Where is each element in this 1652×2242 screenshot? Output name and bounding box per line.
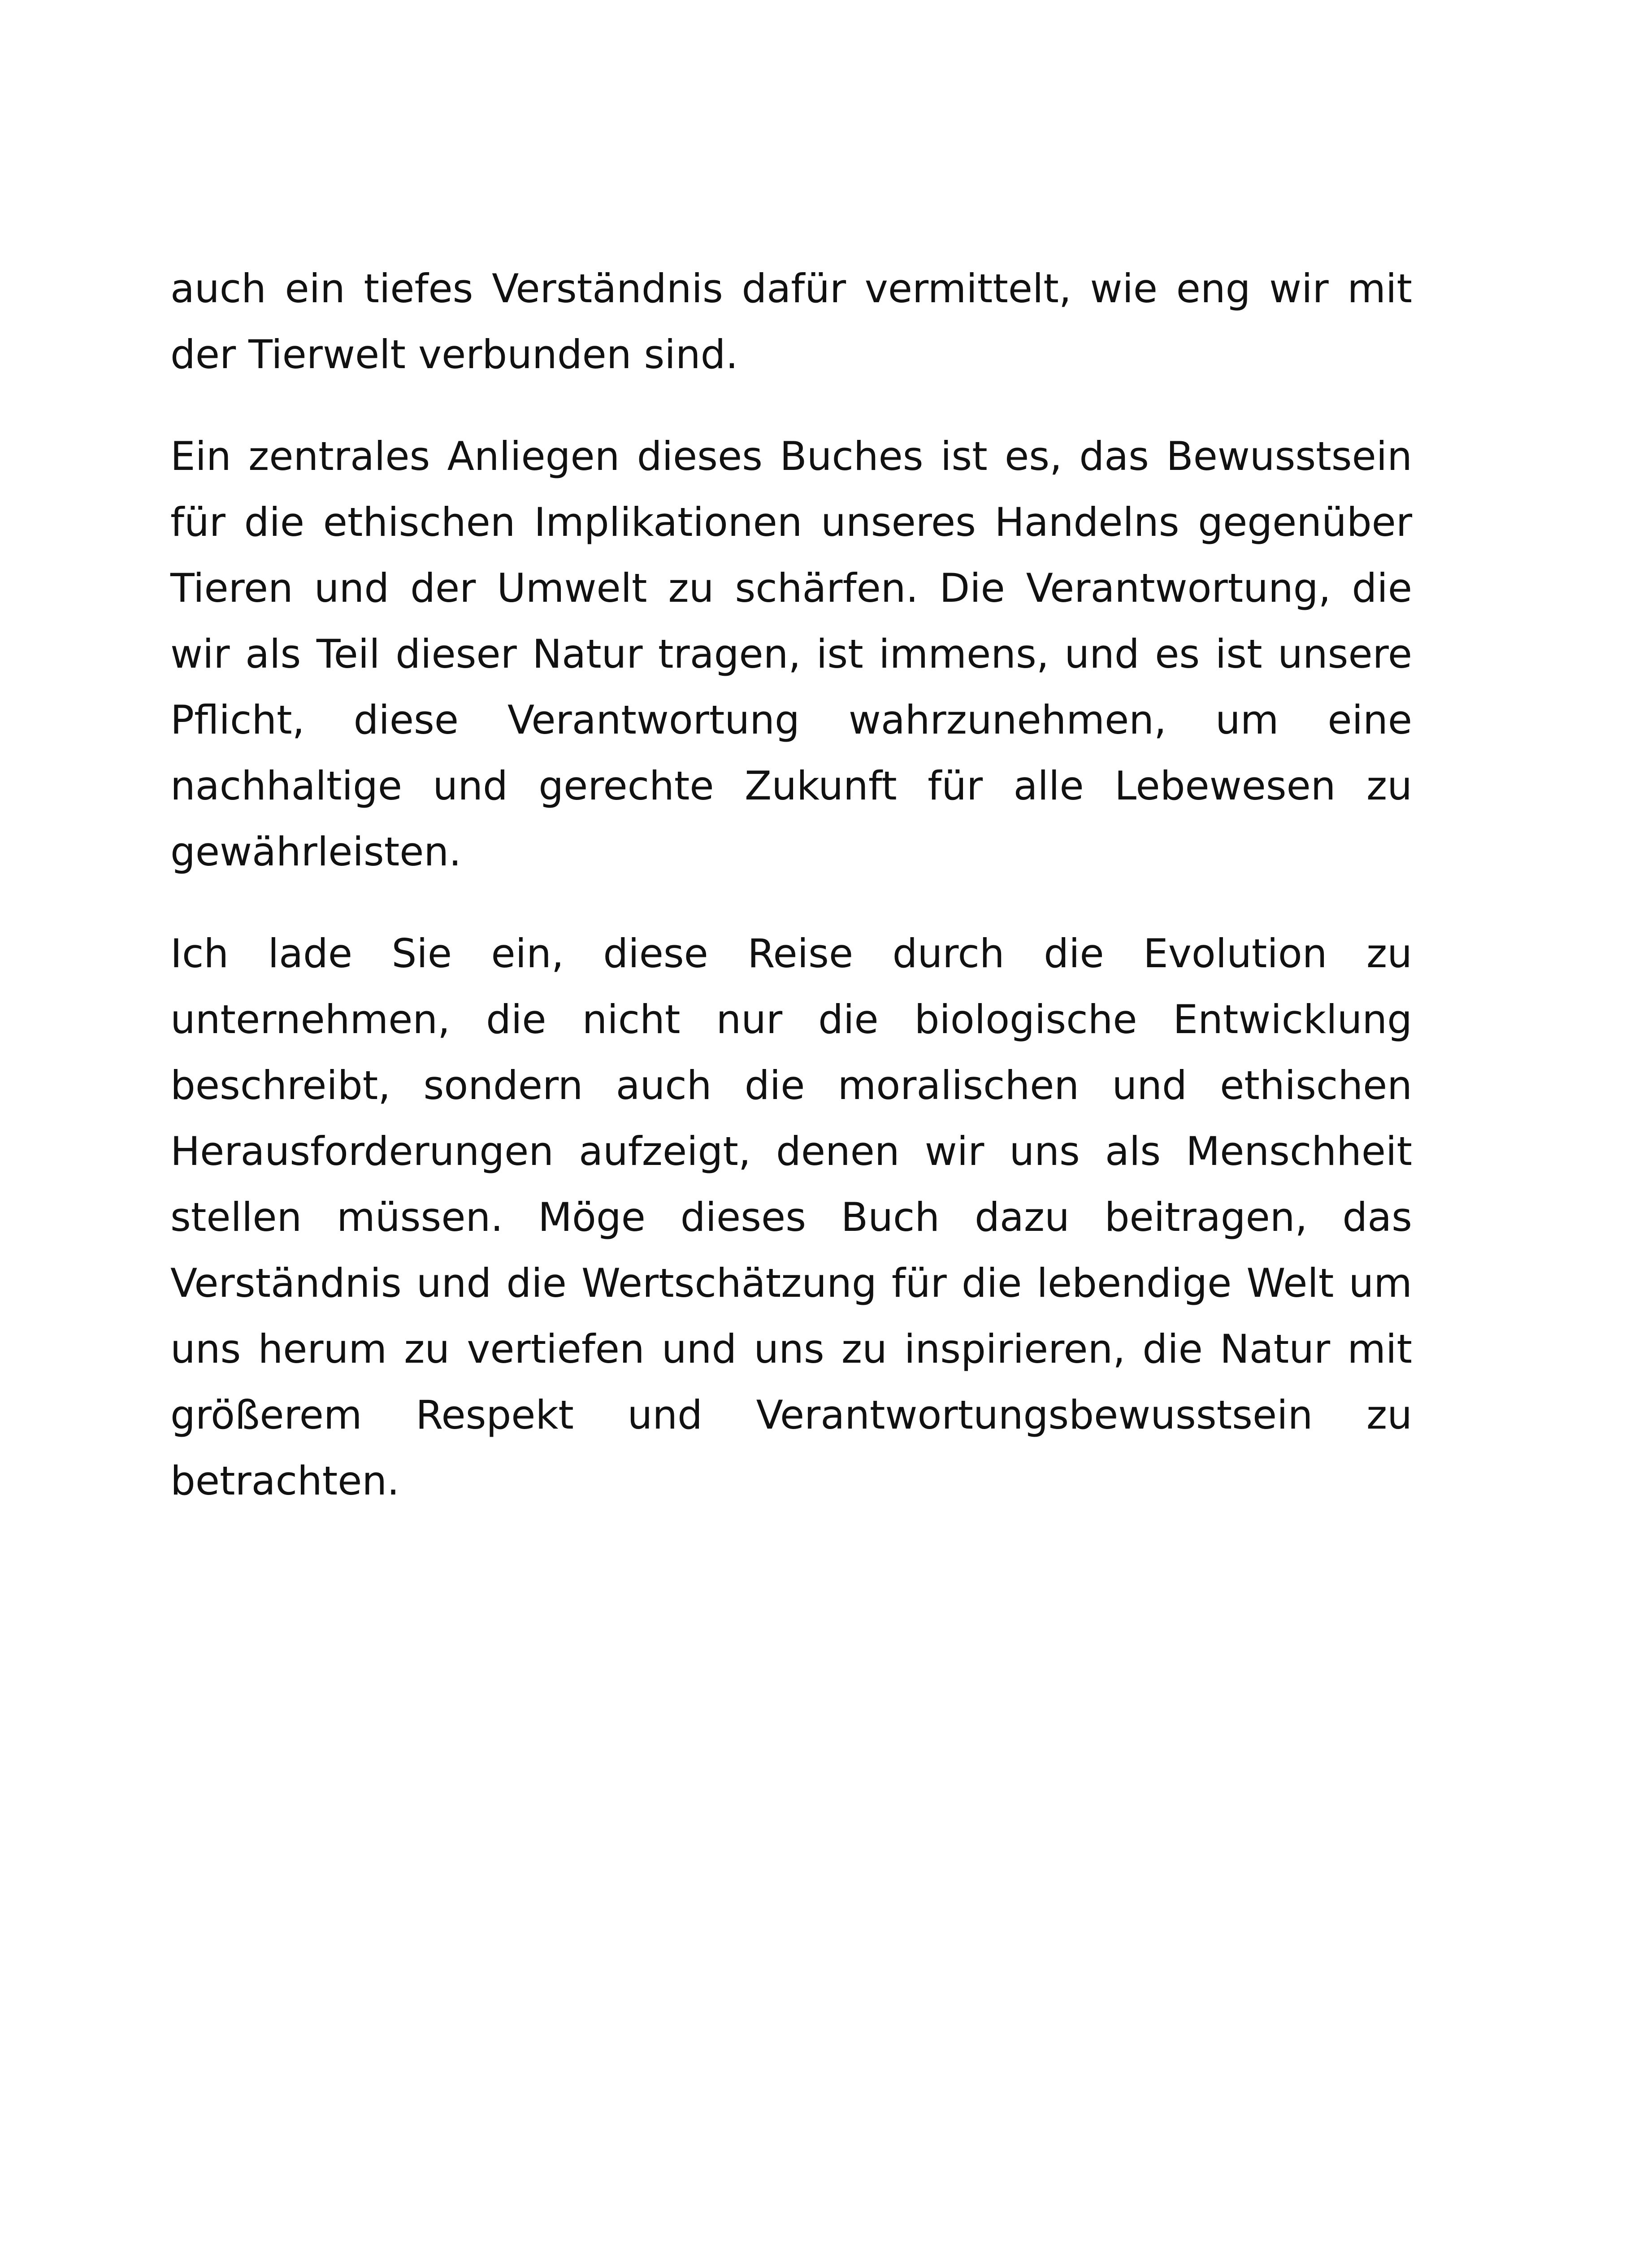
paragraph-3: Ich lade Sie ein, diese Reise durch die Evolution zu unternehmen, die nicht nur die biologische Entwicklung beschreibt, sondern auch die moralischen und ethischen Herausforderungen aufzeigt, denen wir uns als Menschheit stellen müssen. Möge dieses Buch dazu beitragen, das Verständnis und die Wertschätzung für die lebendige Welt um uns herum zu vertiefen und uns zu inspirieren, die Natur mit größerem Respekt und Verantwortungsbewusstsein zu betrachten. bbox=[170, 930, 1412, 1504]
paragraph-1: auch ein tiefes Verständnis dafür vermittelt, wie eng wir mit der Tierwelt verbunden sind. bbox=[170, 265, 1412, 378]
paragraph-2: Ein zentrales Anliegen dieses Buches ist es, das Bewusstsein für die ethischen Implikationen unseres Handelns gegenüber Tieren und der Umwelt zu schärfen. Die Verantwortung, die wir als Teil dieser Natur tragen, ist immens, und es ist unsere Pflicht, diese Verantwortung wahrzunehmen, um eine nachhaltige und gerechte Zukunft für alle Lebewesen zu gewährleisten. bbox=[170, 433, 1412, 875]
body-text bbox=[170, 256, 1412, 1550]
